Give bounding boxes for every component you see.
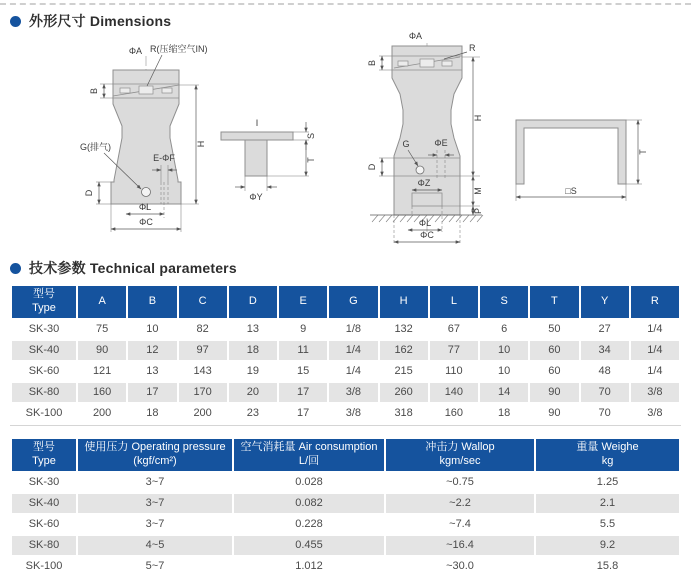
table-cell: SK-30 <box>12 473 76 492</box>
column-header: R <box>631 286 679 318</box>
table-cell: 160 <box>78 383 126 402</box>
table-cell: 3~7 <box>78 515 232 534</box>
dim-label-H: H <box>196 140 206 148</box>
table-cell: 10 <box>480 341 528 360</box>
table-cell: 17 <box>128 383 176 402</box>
column-header: L <box>430 286 478 318</box>
table-cell: 9.2 <box>536 536 679 555</box>
dim-label-S: □S <box>565 186 577 196</box>
dim-label-D: D <box>84 189 94 197</box>
table-cell: 0.455 <box>234 536 384 555</box>
column-header: A <box>78 286 126 318</box>
table-cell: 1/8 <box>329 320 377 339</box>
table-cell: ~7.4 <box>386 515 534 534</box>
dim-label-phiZ: ΦZ <box>417 178 431 188</box>
table-cell: 160 <box>430 404 478 423</box>
table-row <box>12 404 679 423</box>
section-title-text: 技术参数 Technical parameters <box>29 260 237 276</box>
table-cell: 15.8 <box>536 557 679 576</box>
table-cell: 3/8 <box>329 383 377 402</box>
table-cell: 1/4 <box>631 320 679 339</box>
stem <box>245 140 267 176</box>
dim-label-phiE: ΦE <box>434 138 448 148</box>
column-header: Y <box>581 286 629 318</box>
dim-label-phiL: ΦL <box>138 202 152 212</box>
bullet-icon <box>10 263 21 274</box>
table-cell: 19 <box>229 362 277 381</box>
section-title-dimensions <box>10 11 171 31</box>
exhaust-hole <box>142 188 151 197</box>
table-cell: 170 <box>179 383 227 402</box>
table-cell: SK-60 <box>12 515 76 534</box>
table-cell: ~2.2 <box>386 494 534 513</box>
table-row <box>12 320 679 339</box>
dim-label-I: I <box>255 118 259 128</box>
dim-label-T: T <box>638 149 648 155</box>
dim-label-phiL: ΦL <box>418 218 432 228</box>
table-cell: SK-80 <box>12 383 76 402</box>
table-cell: 13 <box>128 362 176 381</box>
dim-label-B: B <box>89 87 99 95</box>
table-cell: 75 <box>78 320 126 339</box>
column-header: S <box>480 286 528 318</box>
section-title-parameters <box>10 258 237 278</box>
table-cell: 1/4 <box>631 362 679 381</box>
dim-label-phiC: ΦC <box>139 217 153 227</box>
table-cell: 70 <box>581 404 629 423</box>
table-cell: 3~7 <box>78 494 232 513</box>
table-cell: 13 <box>229 320 277 339</box>
table-cell: 10 <box>128 320 176 339</box>
bullet-icon <box>10 16 21 27</box>
column-header: 型号 Type <box>12 286 76 318</box>
table-cell: 132 <box>380 320 428 339</box>
table-cell: 3/8 <box>631 404 679 423</box>
table-row <box>12 473 679 492</box>
dimensions-table <box>10 284 681 426</box>
table-cell: SK-40 <box>12 494 76 513</box>
drawing-knocker-front <box>66 42 216 242</box>
bracket-outline <box>516 120 626 184</box>
table-cell: ~16.4 <box>386 536 534 555</box>
dim-label-T: T <box>306 157 316 163</box>
column-header: G <box>329 286 377 318</box>
dim-label-M: M <box>473 187 483 195</box>
table-cell: 90 <box>78 341 126 360</box>
table-cell: 121 <box>78 362 126 381</box>
table-row <box>12 341 679 360</box>
table-cell: 50 <box>530 320 578 339</box>
table-cell: 17 <box>279 404 327 423</box>
table-cell: 60 <box>530 362 578 381</box>
table-cell: 215 <box>380 362 428 381</box>
table-cell: 5.5 <box>536 515 679 534</box>
table-cell: 0.082 <box>234 494 384 513</box>
header-row <box>12 286 679 318</box>
dim-label-E-phiF: E-ΦF <box>153 153 175 163</box>
table-cell: ~0.75 <box>386 473 534 492</box>
dim-label-phiA: ΦA <box>408 31 422 41</box>
column-header: E <box>279 286 327 318</box>
table-cell: 6 <box>480 320 528 339</box>
dim-label-phiA: ΦA <box>128 46 142 56</box>
table-cell: 15 <box>279 362 327 381</box>
column-header: H <box>380 286 428 318</box>
column-header: 重量 Weighe kg <box>536 439 679 471</box>
drawing-bracket <box>498 104 663 214</box>
table-cell: 1/4 <box>631 341 679 360</box>
table-cell: SK-30 <box>12 320 76 339</box>
dim-label-phiC: ΦC <box>420 230 434 240</box>
table-cell: 3~7 <box>78 473 232 492</box>
table-cell: 82 <box>179 320 227 339</box>
table-cell: 1/4 <box>329 341 377 360</box>
column-header: 冲击力 Wallop kgm/sec <box>386 439 534 471</box>
air-inlet-label: R(压缩空气IN) <box>150 44 208 54</box>
header-row <box>12 439 679 471</box>
table-cell: 14 <box>480 383 528 402</box>
exhaust-label: G(排气) <box>80 142 111 152</box>
table-cell: SK-40 <box>12 341 76 360</box>
table-row <box>12 536 679 555</box>
table-cell: 3/8 <box>329 404 377 423</box>
table-row <box>12 494 679 513</box>
table-cell: SK-60 <box>12 362 76 381</box>
drawing-knocker-mounted <box>367 30 495 248</box>
table-cell: 90 <box>530 404 578 423</box>
table-cell: 162 <box>380 341 428 360</box>
table-cell: 200 <box>179 404 227 423</box>
table-cell: 27 <box>581 320 629 339</box>
dim-label-R: R <box>469 43 476 53</box>
table-row <box>12 383 679 402</box>
table-cell: 1/4 <box>329 362 377 381</box>
table-cell: 23 <box>229 404 277 423</box>
table-cell: SK-80 <box>12 536 76 555</box>
table-cell: 20 <box>229 383 277 402</box>
parameters-table <box>10 437 681 577</box>
table-cell: ~30.0 <box>386 557 534 576</box>
table-cell: 18 <box>128 404 176 423</box>
table-cell: 12 <box>128 341 176 360</box>
column-header: D <box>229 286 277 318</box>
table-cell: 0.228 <box>234 515 384 534</box>
column-header: C <box>179 286 227 318</box>
table-cell: 34 <box>581 341 629 360</box>
table-cell: 10 <box>480 362 528 381</box>
table-cell: 97 <box>179 341 227 360</box>
table-cell: 18 <box>229 341 277 360</box>
table-cell: 5~7 <box>78 557 232 576</box>
table-cell: 67 <box>430 320 478 339</box>
dim-label-H: H <box>473 114 483 122</box>
table-cell: 2.1 <box>536 494 679 513</box>
table-cell: 18 <box>480 404 528 423</box>
dim-label-D: D <box>367 163 377 171</box>
table-cell: 48 <box>581 362 629 381</box>
table-row <box>12 557 679 576</box>
table-cell: 140 <box>430 383 478 402</box>
table-cell: 60 <box>530 341 578 360</box>
table-cell: 17 <box>279 383 327 402</box>
table-cell: 90 <box>530 383 578 402</box>
table-cell: 1.012 <box>234 557 384 576</box>
table-cell: 9 <box>279 320 327 339</box>
drawing-piston <box>213 110 323 205</box>
table-cell: 4~5 <box>78 536 232 555</box>
section-title-text: 外形尺寸 Dimensions <box>29 13 172 29</box>
table-cell: 110 <box>430 362 478 381</box>
exhaust-hole <box>416 166 424 174</box>
column-header: 使用压力 Operating pressure (kgf/cm²) <box>78 439 232 471</box>
column-header: 空气消耗量 Air consumption L/回 <box>234 439 384 471</box>
table-cell: SK-100 <box>12 404 76 423</box>
table-cell: 143 <box>179 362 227 381</box>
table-cell: 0.028 <box>234 473 384 492</box>
table-cell: 318 <box>380 404 428 423</box>
table-cell: 200 <box>78 404 126 423</box>
column-header: T <box>530 286 578 318</box>
dim-label-phiY: ΦY <box>249 192 263 202</box>
dim-label-B: B <box>367 59 377 67</box>
table-cell: SK-100 <box>12 557 76 576</box>
table-cell: 77 <box>430 341 478 360</box>
table-cell: 11 <box>279 341 327 360</box>
table-row <box>12 362 679 381</box>
table-cell: 70 <box>581 383 629 402</box>
dim-label-G: G <box>402 139 410 149</box>
table-cell: 260 <box>380 383 428 402</box>
dim-label-P: P <box>473 207 483 215</box>
table-cell: 1.25 <box>536 473 679 492</box>
table-cell: 3/8 <box>631 383 679 402</box>
dim-label-S: S <box>306 132 316 140</box>
column-header: B <box>128 286 176 318</box>
table-row <box>12 515 679 534</box>
top-dashed-divider <box>0 3 691 5</box>
column-header: 型号 Type <box>12 439 76 471</box>
flange <box>221 132 293 140</box>
